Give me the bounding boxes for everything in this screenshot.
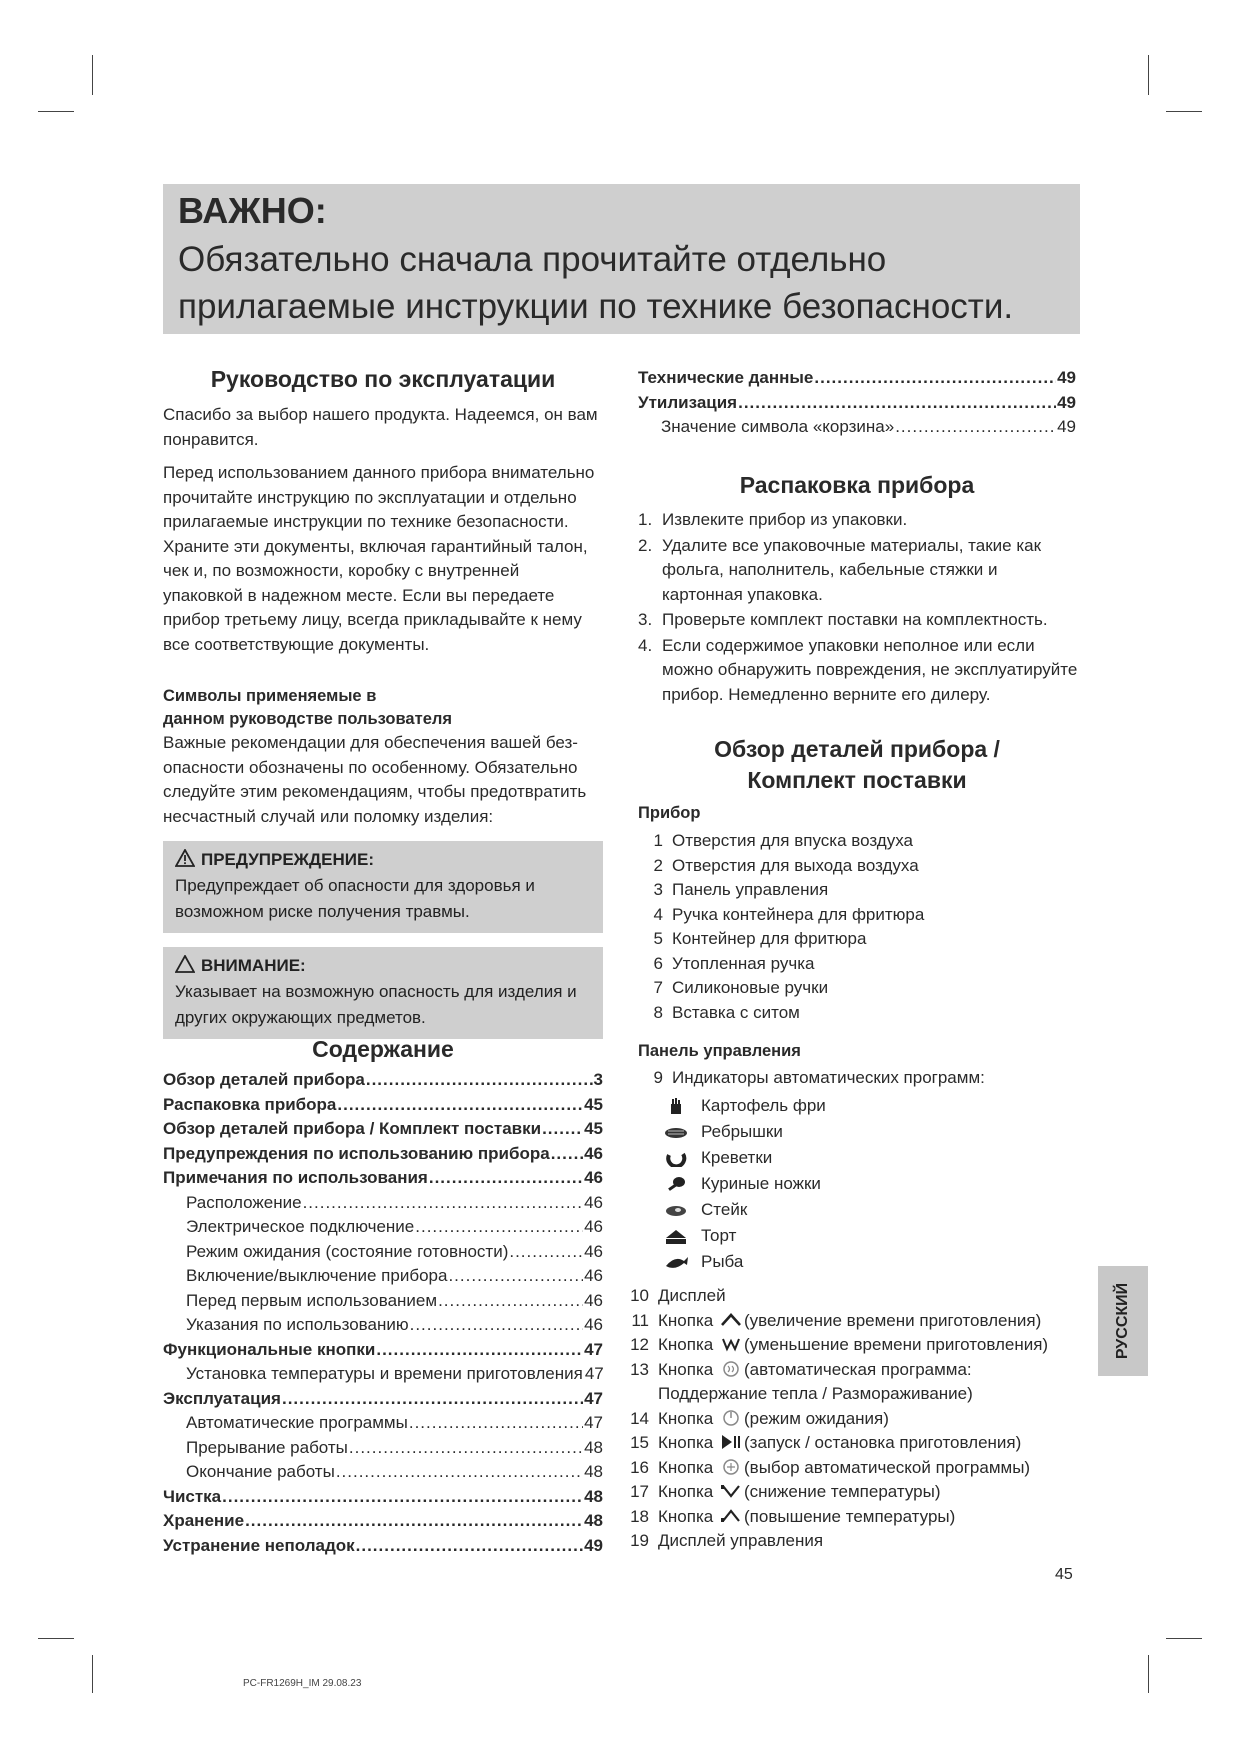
manual-heading: Руководство по эксплуатации — [210, 366, 556, 392]
overview-heading — [638, 734, 1076, 796]
item-number: 3 — [653, 880, 663, 899]
warning-box — [163, 841, 603, 933]
toc-entry — [163, 1485, 603, 1510]
symbols-section — [163, 685, 603, 829]
item-text: Контейнер для фритюра — [672, 929, 867, 948]
crop-mark — [1166, 1638, 1202, 1639]
toc-leader — [282, 1387, 583, 1412]
item-text: Вставка с ситом — [672, 1002, 800, 1022]
toc-entry — [163, 1460, 603, 1485]
program-label: Стейк — [701, 1200, 748, 1219]
step-number: 1. — [638, 510, 653, 529]
device-parts-list — [638, 829, 1078, 1025]
program-label: Креветки — [701, 1148, 773, 1167]
toc-label: Чистка — [163, 1486, 222, 1506]
button-word: Кнопка — [658, 1359, 714, 1379]
item-text: Дисплей — [658, 1286, 726, 1305]
item-number: 18 — [630, 1506, 649, 1526]
auto-program-item — [663, 1119, 963, 1145]
warning-title: ПРЕДУПРЕЖДЕНИЕ: — [201, 850, 374, 869]
toc-page: 46 — [584, 1241, 603, 1261]
toc-entry — [163, 1215, 603, 1240]
toc-entry — [163, 1387, 603, 1412]
cake-icon — [663, 1227, 689, 1245]
toc-page: 49 — [1057, 368, 1076, 387]
temp-up-icon — [720, 1507, 742, 1525]
toc-label: Указания по использованию — [186, 1315, 409, 1334]
symbols-heading-line1: Символы применяемые в — [163, 687, 377, 705]
toc-page: 49 — [1057, 417, 1076, 436]
control-panel-item — [624, 1407, 1054, 1432]
item-body — [658, 1505, 1054, 1530]
caution-box — [163, 947, 603, 1039]
control-panel-list — [624, 1284, 1054, 1554]
crop-mark — [38, 111, 74, 112]
control-panel-item — [624, 1505, 1054, 1530]
item-number: 15 — [630, 1433, 649, 1452]
auto-program-item — [663, 1249, 963, 1275]
toc-page: 46 — [584, 1168, 603, 1187]
toc-label: Устранение неполадок — [163, 1535, 355, 1555]
control-panel-item — [624, 1431, 1054, 1456]
item-body — [658, 1309, 1054, 1334]
toc-entry — [163, 1191, 603, 1216]
step-number: 3. — [638, 610, 653, 629]
toc-entry — [163, 1534, 603, 1559]
temp-down-icon — [720, 1482, 742, 1500]
item-body — [658, 1431, 1054, 1456]
toc-leader — [336, 1460, 583, 1485]
item-number: 14 — [630, 1408, 649, 1428]
toc-entry — [163, 1509, 603, 1534]
control-panel-item — [624, 1456, 1054, 1481]
item-body — [658, 1358, 1054, 1407]
auto-program-item — [663, 1171, 963, 1197]
toc-label: Хранение — [163, 1511, 245, 1530]
toc-entry — [163, 1240, 603, 1265]
step-text: Извлеките прибор из упаковки. — [662, 510, 908, 529]
symbols-text: Важные рекомендации для обеспечения вашей безопасности обозначены по особенному. Обязательно следуйте этим рекомендациям, чтобы предотвратить несчастный случай или поломку изделия: — [163, 733, 587, 826]
caution-triangle-icon — [175, 955, 195, 973]
warning-triangle-icon — [175, 849, 195, 867]
banner-text: Обязательно сначала прочитайте отдельно прилагаемые инструкции по технике безопасности. — [178, 240, 1014, 326]
item-number: 8 — [653, 1002, 663, 1022]
toc-entry — [638, 366, 1076, 391]
toc-entry — [163, 1411, 603, 1436]
toc-entry — [163, 1142, 603, 1167]
toc-leader — [356, 1534, 583, 1559]
control-panel-item — [624, 1284, 1054, 1309]
caution-title: ВНИМАНИЕ: — [201, 956, 306, 975]
toc-leader — [337, 1093, 583, 1118]
unpacking-step — [638, 534, 1083, 608]
button-word: Кнопка — [658, 1482, 714, 1501]
item-body — [658, 1407, 1054, 1432]
toc-label: Технические данные — [638, 368, 814, 387]
toc-page: 3 — [593, 1070, 603, 1089]
item-number: 6 — [653, 953, 663, 973]
item-text: (повышение температуры) — [744, 1506, 956, 1526]
item-number: 2 — [653, 855, 663, 875]
item-text: (выбор автоматической программы) — [744, 1457, 1031, 1477]
toc-label: Режим ожидания (состояние готовности) — [186, 1241, 509, 1261]
control-panel-item — [624, 1309, 1054, 1334]
toc-entry — [163, 1093, 603, 1118]
toc-entry — [163, 1289, 603, 1314]
program-label: Торт — [701, 1226, 737, 1245]
toc-label: Расположение — [186, 1192, 302, 1212]
item-number: 16 — [630, 1457, 649, 1477]
fish-icon — [663, 1253, 689, 1271]
device-part-item — [638, 903, 1078, 928]
item-number: 4 — [653, 904, 663, 924]
item-text: (автоматическая программа: Поддержание тепла / Размораживание) — [658, 1359, 973, 1403]
item-text: (снижение температуры) — [744, 1482, 941, 1501]
toc-label: Эксплуатация — [163, 1388, 281, 1408]
item-number: 19 — [630, 1531, 649, 1550]
program-select-icon — [720, 1458, 742, 1476]
chevron-up-icon — [720, 1311, 742, 1329]
toc-leader — [448, 1264, 583, 1289]
left-column — [163, 366, 603, 1039]
important-banner — [163, 184, 1080, 334]
toc-leader — [429, 1166, 583, 1191]
item-text: Панель управления — [672, 880, 829, 899]
toc-leader — [738, 391, 1056, 416]
panel-heading: Панель управления — [638, 1042, 801, 1060]
item-text: Отверстия для впуска воздуха — [672, 831, 913, 850]
toc-leader — [438, 1289, 583, 1314]
device-part-item — [638, 952, 1078, 977]
fries-icon — [663, 1097, 689, 1115]
toc-entry — [163, 1338, 603, 1363]
item-text: (режим ожидания) — [744, 1408, 889, 1428]
device-part-item — [638, 878, 1078, 903]
item-number: 13 — [630, 1359, 649, 1379]
program-label: Куриные ножки — [701, 1174, 821, 1193]
item-text: Утопленная ручка — [672, 953, 815, 973]
toc-label: Обзор деталей прибора / Комплект поставки — [163, 1119, 542, 1138]
device-part-item — [638, 829, 1078, 854]
panel-item-9 — [638, 1066, 1078, 1091]
toc-page: 46 — [584, 1217, 603, 1236]
toc-page: 46 — [584, 1290, 603, 1310]
button-word: Кнопка — [658, 1335, 714, 1354]
language-label: РУССКИЙ — [1114, 1282, 1131, 1360]
item-text: (запуск / остановка приготовления) — [744, 1433, 1022, 1452]
page-number: 45 — [1055, 1566, 1073, 1583]
control-panel-item — [624, 1480, 1054, 1505]
toc-label: Примечания по использования — [163, 1168, 428, 1187]
auto-program-item — [663, 1145, 963, 1171]
crop-mark — [1166, 111, 1202, 112]
button-word: Кнопка — [658, 1433, 714, 1452]
ribs-icon — [663, 1123, 689, 1141]
toc-page: 49 — [584, 1535, 603, 1555]
symbols-heading-line2: данном руководстве пользователя — [163, 710, 452, 728]
toc-label: Функциональные кнопки — [163, 1339, 376, 1359]
item-body — [658, 1284, 1054, 1309]
intro-para-1: Спасибо за выбор нашего продукта. Надеемся, он вам понравится. — [163, 405, 598, 449]
step-text: Если содержимое упаковки неполное или если можно обнаружить повреждения, не эксплуатируйте прибор. Немедленно верните его дилеру. — [662, 635, 1078, 704]
button-word: Кнопка — [658, 1408, 714, 1428]
banner-title: ВАЖНО: — [178, 190, 327, 231]
button-word: Кнопка — [658, 1506, 714, 1526]
footer-code: PC-FR1269H_IM 29.08.23 — [243, 1678, 362, 1689]
item-number: 12 — [630, 1335, 649, 1354]
drumstick-icon — [663, 1175, 689, 1193]
unpacking-step — [638, 634, 1083, 708]
play-pause-icon — [720, 1433, 742, 1451]
toc-leader — [376, 1338, 583, 1363]
toc-label: Значение символа «корзина» — [661, 417, 895, 436]
device-part-item — [638, 927, 1078, 952]
table-of-contents-continued — [638, 366, 1076, 440]
toc-page: 48 — [584, 1486, 603, 1506]
auto-programs-list — [663, 1093, 963, 1275]
toc-label: Утилизация — [638, 392, 738, 412]
unpacking-steps — [638, 508, 1083, 708]
item-number: 1 — [653, 831, 663, 850]
item-body — [658, 1529, 1054, 1554]
toc-leader — [551, 1142, 583, 1167]
crop-mark — [92, 1655, 93, 1693]
control-panel-item — [624, 1529, 1054, 1554]
item-body — [658, 1480, 1054, 1505]
keep-warm-icon — [720, 1360, 742, 1378]
toc-leader — [366, 1068, 593, 1093]
item-number: 17 — [630, 1482, 649, 1501]
toc-leader — [409, 1411, 583, 1436]
auto-program-item — [663, 1197, 963, 1223]
crop-mark — [1148, 1655, 1149, 1693]
step-text: Удалите все упаковочные материалы, такие как фольга, наполнитель, кабельные стяжки и картонная упаковка. — [662, 535, 1042, 604]
item-text: Отверстия для выхода воздуха — [672, 855, 919, 875]
auto-program-item — [663, 1093, 963, 1119]
intro-para-2: Перед использованием данного прибора внимательно прочитайте инструкцию по эксплуатации и отдельно прилагаемые инструкции по технике безопасности. Храните эти документы, включая гарантийный талон, чек и, по возможности, коробку с внутренней упаковкой в надежном месте. Если вы передаете прибор третьему лицу, всегда прикладывайте к нему все соответствующие документы. — [163, 463, 595, 654]
control-panel-item — [624, 1358, 1054, 1407]
step-number: 2. — [638, 535, 653, 555]
toc-label: Автоматические программы — [186, 1413, 408, 1432]
device-heading: Прибор — [638, 804, 701, 822]
toc-page: 47 — [584, 1339, 603, 1359]
device-part-item — [638, 1001, 1078, 1026]
button-word: Кнопка — [658, 1457, 714, 1477]
table-of-contents — [163, 1068, 603, 1558]
chevron-down-icon — [720, 1335, 742, 1353]
toc-leader — [895, 415, 1056, 440]
toc-label: Окончание работы — [186, 1462, 335, 1481]
toc-leader — [509, 1240, 583, 1265]
toc-entry — [163, 1166, 603, 1191]
toc-page: 46 — [584, 1315, 603, 1334]
program-label: Рыба — [701, 1252, 744, 1271]
item-number: 11 — [631, 1310, 649, 1330]
toc-leader — [349, 1436, 583, 1461]
toc-leader — [542, 1117, 583, 1142]
item-body — [658, 1456, 1054, 1481]
toc-page: 49 — [1057, 392, 1076, 412]
toc-entry — [638, 391, 1076, 416]
toc-page: 48 — [584, 1462, 603, 1481]
toc-label: Включение/выключение прибора — [186, 1266, 448, 1285]
toc-leader — [222, 1485, 583, 1510]
toc-page: 45 — [584, 1094, 603, 1114]
item-text: (уменьшение времени приготовления) — [744, 1335, 1049, 1354]
item-text: Дисплей управления — [658, 1531, 824, 1550]
toc-label: Перед первым использованием — [186, 1290, 438, 1310]
toc-leader — [814, 366, 1056, 391]
toc-leader — [410, 1313, 583, 1338]
toc-entry — [163, 1436, 603, 1461]
unpacking-step — [638, 608, 1083, 633]
program-label: Ребрышки — [701, 1122, 783, 1141]
toc-leader — [303, 1191, 584, 1216]
toc-label: Обзор деталей прибора — [163, 1070, 365, 1089]
toc-label: Прерывание работы — [186, 1437, 348, 1457]
warning-text: Предупреждает об опасности для здоровья и возможном риске получения травмы. — [175, 876, 535, 921]
item-text: Силиконовые ручки — [672, 978, 829, 997]
toc-page: 47 — [584, 1364, 604, 1383]
item-body — [658, 1333, 1054, 1358]
step-text: Проверьте комплект поставки на комплектность. — [662, 610, 1048, 629]
program-label: Картофель фри — [701, 1096, 826, 1115]
unpacking-heading: Распаковка прибора — [739, 472, 975, 498]
steak-icon — [663, 1201, 689, 1219]
crop-mark — [1148, 55, 1149, 95]
item-number: 10 — [630, 1286, 649, 1305]
toc-page: 46 — [584, 1266, 603, 1285]
button-word: Кнопка — [658, 1310, 714, 1330]
item-number: 7 — [653, 978, 663, 997]
device-part-item — [638, 854, 1078, 879]
toc-entry — [163, 1264, 603, 1289]
item-number: 9 — [653, 1068, 663, 1087]
item-text: Индикаторы автоматических программ: — [672, 1068, 985, 1087]
toc-label: Установка температуры и времени приготовления — [186, 1364, 583, 1383]
toc-entry — [163, 1362, 603, 1387]
control-panel-item — [624, 1333, 1054, 1358]
toc-page: 48 — [584, 1511, 603, 1530]
toc-page: 47 — [584, 1388, 603, 1408]
toc-entry — [163, 1117, 603, 1142]
language-tab — [1098, 1266, 1148, 1376]
item-text: Ручка контейнера для фритюра — [672, 904, 925, 924]
shrimp-icon — [663, 1149, 689, 1167]
toc-page: 47 — [584, 1413, 603, 1432]
device-part-item — [638, 976, 1078, 1001]
toc-leader — [415, 1215, 583, 1240]
contents-heading: Содержание — [312, 1036, 454, 1062]
toc-page: 46 — [584, 1192, 603, 1212]
item-text: (увеличение времени приготовления) — [744, 1310, 1042, 1330]
toc-entry — [163, 1313, 603, 1338]
overview-heading-line2: Комплект поставки — [747, 767, 967, 793]
item-number: 5 — [653, 929, 663, 948]
standby-icon — [720, 1409, 742, 1427]
toc-page: 48 — [584, 1437, 603, 1457]
step-number: 4. — [638, 635, 653, 655]
toc-page: 46 — [584, 1143, 603, 1163]
toc-label: Предупреждения по использованию прибора — [163, 1143, 550, 1163]
toc-entry — [638, 415, 1076, 440]
caution-text: Указывает на возможную опасность для изделия и других окружающих предметов. — [175, 982, 577, 1027]
toc-entry — [163, 1068, 603, 1093]
toc-page: 45 — [584, 1119, 603, 1138]
toc-label: Распаковка прибора — [163, 1094, 337, 1114]
overview-heading-line1: Обзор деталей прибора / — [714, 736, 1000, 762]
crop-mark — [38, 1638, 74, 1639]
auto-program-item — [663, 1223, 963, 1249]
crop-mark — [92, 55, 93, 95]
toc-label: Электрическое подключение — [186, 1217, 415, 1236]
toc-leader — [245, 1509, 583, 1534]
unpacking-step — [638, 508, 1083, 533]
